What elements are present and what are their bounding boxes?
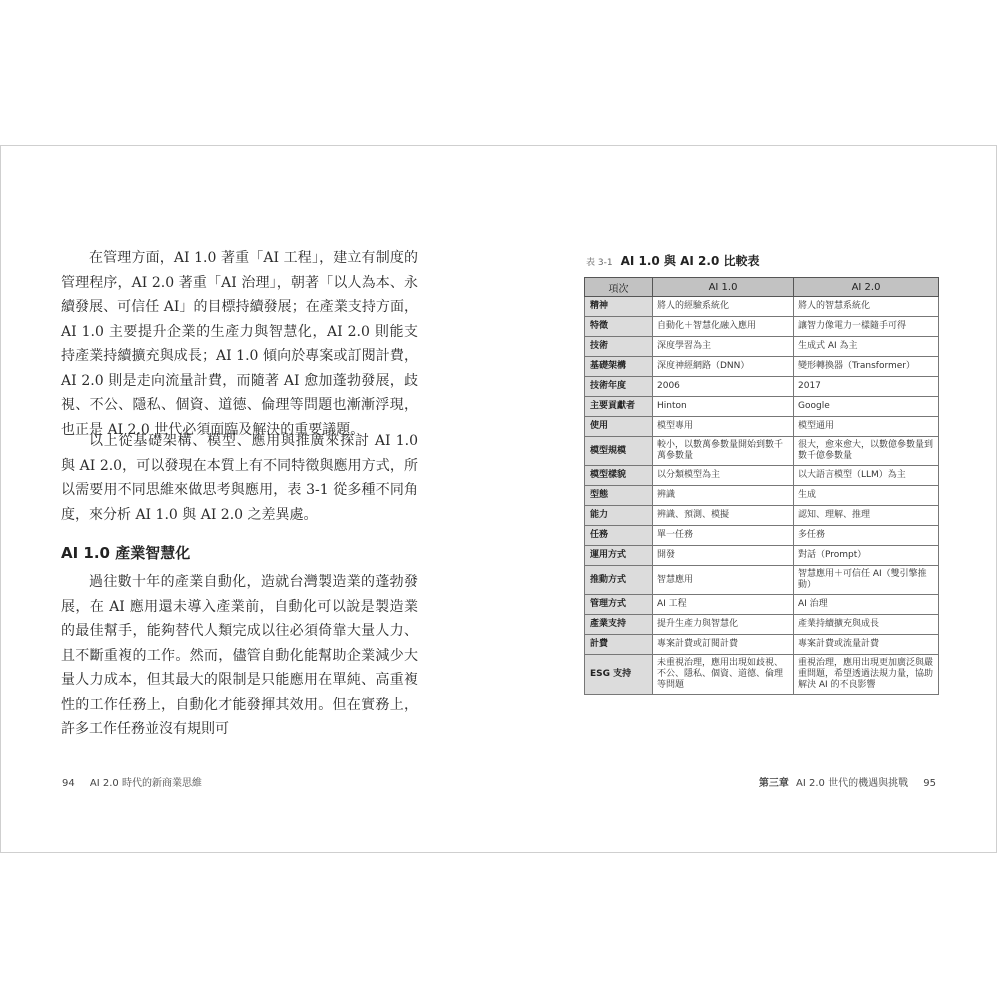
table-number: 表 3-1	[586, 258, 613, 268]
page-number: 94	[62, 778, 75, 789]
row-ai2-cell: 生成式 AI 為主	[794, 337, 939, 357]
table-row	[585, 437, 939, 466]
row-item-cell: ESG 支持	[585, 655, 653, 695]
row-ai1-cell: 2006	[653, 377, 794, 397]
table-row	[585, 377, 939, 397]
running-book-title: AI 2.0 時代的新商業思維	[89, 778, 202, 789]
row-item-cell: 精神	[585, 297, 653, 317]
header-item: 項次	[585, 278, 653, 297]
comparison-table	[584, 277, 939, 695]
row-ai1-cell: 開發	[653, 546, 794, 566]
running-chapter-title: AI 2.0 世代的機遇與挑戰	[796, 778, 909, 789]
row-ai2-cell: 讓智力像電力一樣隨手可得	[794, 317, 939, 337]
row-ai2-cell: 模型通用	[794, 417, 939, 437]
row-item-cell: 管理方式	[585, 595, 653, 615]
row-ai1-cell: 專案計費或訂閱計費	[653, 635, 794, 655]
row-ai1-cell: 模型專用	[653, 417, 794, 437]
row-item-cell: 任務	[585, 526, 653, 546]
table-row	[585, 337, 939, 357]
row-ai1-cell: 深度學習為主	[653, 337, 794, 357]
table-row	[585, 566, 939, 595]
table-row	[585, 417, 939, 437]
row-item-cell: 產業支持	[585, 615, 653, 635]
row-ai2-cell: 變形轉換器（Transformer）	[794, 357, 939, 377]
left-page-footer	[62, 774, 202, 789]
table-row	[585, 506, 939, 526]
row-ai2-cell: 以大語言模型（LLM）為主	[794, 466, 939, 486]
chapter-label: 第三章	[758, 778, 789, 789]
paragraph-text: 過往數十年的產業自動化，造就台灣製造業的蓬勃發展，在 AI 應用還未導入產業前，自動化可以說是製造業的最佳幫手，能夠替代人類完成以往必須倚靠大量人力、且不斷重複的工作。然而，儘管自動化能幫助企業減少大量人力成本，但其最大的限制是只能應用在單純、高重複性的工作任務上，自動化才能發揮其效用。但在實務上，許多工作任務並沒有規則可	[61, 574, 418, 737]
right-page-footer	[759, 774, 936, 789]
row-ai1-cell: 提升生產力與智慧化	[653, 615, 794, 635]
header-ai2: AI 2.0	[794, 278, 939, 297]
row-ai1-cell: 未重視治理，應用出現如歧視、不公、隱私、個資、道德、倫理等問題	[653, 655, 794, 695]
row-ai1-cell: 辨識	[653, 486, 794, 506]
row-ai2-cell: Google	[794, 397, 939, 417]
row-item-cell: 型態	[585, 486, 653, 506]
table-row	[585, 297, 939, 317]
row-ai2-cell: 產業持續擴充與成長	[794, 615, 939, 635]
row-ai2-cell: 將人的智慧系統化	[794, 297, 939, 317]
table-header-row	[585, 278, 939, 297]
row-ai2-cell: 生成	[794, 486, 939, 506]
table-row	[585, 526, 939, 546]
row-item-cell: 運用方式	[585, 546, 653, 566]
header-ai1: AI 1.0	[653, 278, 794, 297]
table-row	[585, 615, 939, 635]
body-paragraph-2	[61, 429, 418, 527]
row-ai2-cell: 認知、理解、推理	[794, 506, 939, 526]
row-item-cell: 模型樣貌	[585, 466, 653, 486]
table-body	[585, 297, 939, 695]
table-row	[585, 317, 939, 337]
section-heading: AI 1.0 產業智慧化	[61, 544, 191, 562]
row-item-cell: 技術年度	[585, 377, 653, 397]
row-ai2-cell: 多任務	[794, 526, 939, 546]
table-row	[585, 655, 939, 695]
table-row	[585, 357, 939, 377]
row-item-cell: 特徵	[585, 317, 653, 337]
row-ai1-cell: 智慧應用	[653, 566, 794, 595]
table-row	[585, 595, 939, 615]
paragraph-text: 在管理方面，AI 1.0 著重「AI 工程」，建立有制度的管理程序，AI 2.0 著重「AI 治理」，朝著「以人為本、永續發展、可信任 AI」的目標持續發展；在產業支持方面，AI 1.0 主要提升企業的生產力與智慧化，AI 2.0 則能支持產業持續擴充與成長；AI 1.0 傾向於專案或訂閱計費，AI 2.0 則是走向流量計費，而隨著 AI 愈加蓬勃發展，歧視、不公、隱私、個資、道德、倫理等問題也漸漸浮現，也正是 AI 2.0 世代必須面臨及解決的重要議題。	[61, 250, 418, 438]
row-ai1-cell: 較小，以數萬參數量開始到數千萬參數量	[653, 437, 794, 466]
row-ai1-cell: 深度神經網路（DNN）	[653, 357, 794, 377]
table-row	[585, 486, 939, 506]
row-ai1-cell: 單一任務	[653, 526, 794, 546]
row-item-cell: 推動方式	[585, 566, 653, 595]
row-ai2-cell: 對話（Prompt）	[794, 546, 939, 566]
row-item-cell: 計費	[585, 635, 653, 655]
row-item-cell: 主要貢獻者	[585, 397, 653, 417]
paragraph-text: 以上從基礎架構、模型、應用與推廣來探討 AI 1.0 與 AI 2.0，可以發現在本質上有不同特徵與應用方式，所以需要用不同思維來做思考與應用，表 3-1 從多種不同角度，來分析 AI 1.0 與 AI 2.0 之差異處。	[61, 433, 418, 523]
row-ai2-cell: 專案計費或流量計費	[794, 635, 939, 655]
row-ai2-cell: 很大，愈來愈大，以數億參數量到數千億參數量	[794, 437, 939, 466]
book-spread	[0, 145, 997, 853]
row-ai2-cell: 重視治理，應用出現更加廣泛與嚴重問題，希望透過法規力量，協助解決 AI 的不良影響	[794, 655, 939, 695]
row-item-cell: 技術	[585, 337, 653, 357]
table-title: AI 1.0 與 AI 2.0 比較表	[620, 254, 760, 268]
row-item-cell: 模型規模	[585, 437, 653, 466]
row-ai1-cell: 辨識、預測、模擬	[653, 506, 794, 526]
row-ai1-cell: 以分類模型為主	[653, 466, 794, 486]
row-ai1-cell: AI 工程	[653, 595, 794, 615]
row-ai1-cell: Hinton	[653, 397, 794, 417]
body-paragraph-3	[61, 570, 418, 742]
table-row	[585, 397, 939, 417]
row-item-cell: 能力	[585, 506, 653, 526]
table-row	[585, 635, 939, 655]
table-row	[585, 466, 939, 486]
body-paragraph-1	[61, 246, 418, 442]
row-ai2-cell: 2017	[794, 377, 939, 397]
row-ai2-cell: AI 治理	[794, 595, 939, 615]
table-caption	[586, 252, 759, 269]
row-ai1-cell: 將人的經驗系統化	[653, 297, 794, 317]
row-ai2-cell: 智慧應用＋可信任 AI（雙引擎推動）	[794, 566, 939, 595]
row-item-cell: 基礎架構	[585, 357, 653, 377]
table-row	[585, 546, 939, 566]
row-ai1-cell: 自動化＋智慧化融入應用	[653, 317, 794, 337]
row-item-cell: 使用	[585, 417, 653, 437]
page-number: 95	[923, 778, 936, 789]
